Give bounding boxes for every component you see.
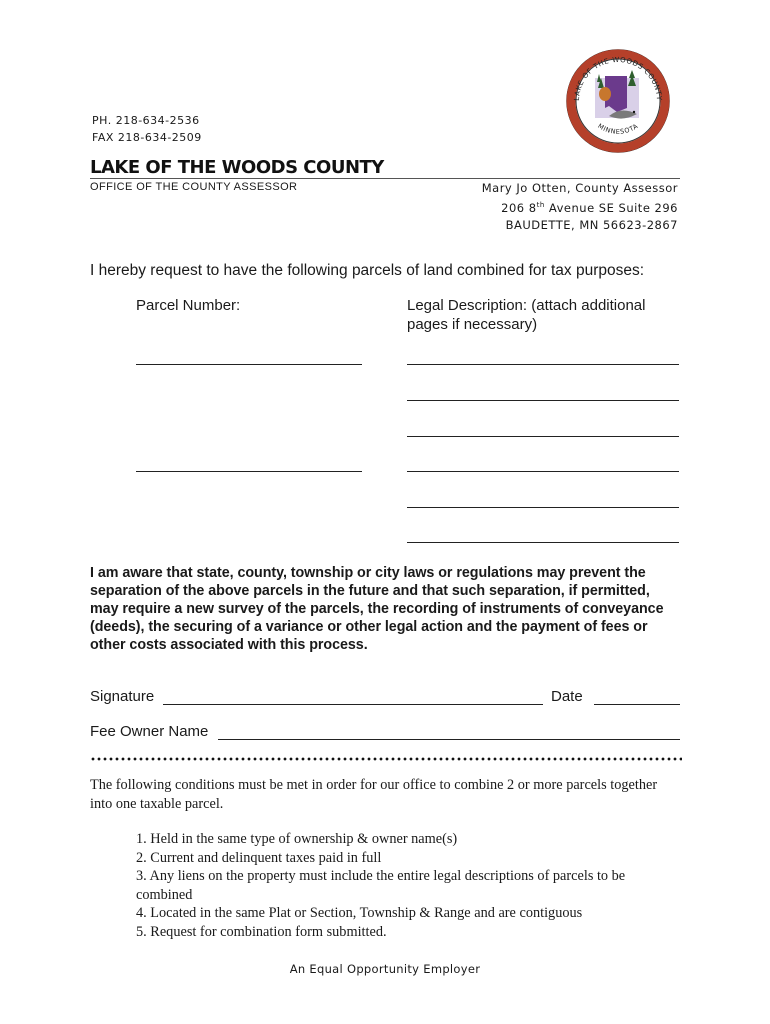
parcel-number-field-1[interactable]: [136, 364, 362, 365]
signature-label: Signature: [90, 688, 155, 705]
list-item: 1. Held in the same type of ownership & owner name(s): [136, 831, 458, 847]
date-field[interactable]: [594, 704, 680, 705]
seal-top-text: LAKE OF THE WOODS COUNTY: [572, 55, 664, 102]
legal-description-field-4[interactable]: [407, 471, 679, 472]
fax-number: FAX 218-634-2509: [92, 131, 202, 144]
county-seal-logo: [565, 48, 671, 154]
list-item: 4. Located in the same Plat or Section, Township & Range and are contiguous: [136, 905, 583, 921]
title-divider: [90, 178, 680, 179]
parcel-number-field-2[interactable]: [136, 471, 362, 472]
fee-owner-field[interactable]: [218, 739, 680, 740]
assessor-address-block: [482, 180, 678, 234]
legal-description-field-1[interactable]: [407, 364, 679, 365]
date-label: Date: [551, 688, 583, 705]
conditions-intro: The following conditions must be met in order for our office to combine 2 or more parcels together into one taxable parcel.: [90, 777, 658, 812]
legal-notice: I am aware that state, county, township or city laws or regulations may prevent the separation of the above parcels in the future and that such separation, if permitted, may require a new survey of the parcels, the recording of instruments of conveyance (deeds), the securing of a variance or other legal action and the payment of fees or other costs associated with this process.: [90, 565, 664, 653]
seal-bottom-text: MINNESOTA: [596, 121, 640, 136]
legal-description-field-2[interactable]: [407, 400, 679, 401]
legal-description-field-6[interactable]: [407, 542, 679, 543]
dotted-separator: [90, 757, 682, 761]
office-subtitle: OFFICE OF THE COUNTY ASSESSOR: [90, 181, 298, 193]
fee-owner-label: Fee Owner Name: [90, 723, 209, 740]
address-line-1: 206 8th Avenue SE Suite 296: [501, 200, 678, 215]
list-item: 5. Request for combination form submitted.: [136, 923, 387, 940]
legal-description-label: Legal Description: (attach additional pages if necessary): [407, 297, 646, 333]
footer-equal-opportunity: An Equal Opportunity Employer: [289, 962, 481, 976]
phone-number: PH. 218-634-2536: [92, 114, 200, 127]
legal-description-field-5[interactable]: [407, 507, 679, 508]
list-item: 2. Current and delinquent taxes paid in full: [136, 849, 382, 866]
address-line-2: BAUDETTE, MN 56623-2867: [505, 217, 678, 232]
conditions-list: [136, 830, 625, 941]
request-statement: I hereby request to have the following parcels of land combined for tax purposes:: [90, 262, 645, 279]
legal-description-field-3[interactable]: [407, 436, 679, 437]
list-item: combined: [136, 886, 193, 903]
parcel-number-label: Parcel Number:: [136, 297, 241, 314]
assessor-name: Mary Jo Otten, County Assessor: [481, 181, 678, 195]
deer-icon: [599, 87, 611, 101]
county-title: LAKE OF THE WOODS COUNTY: [90, 157, 384, 178]
signature-field[interactable]: [163, 704, 543, 705]
list-item: 3. Any liens on the property must include the entire legal descriptions of parcels to be: [136, 868, 626, 884]
